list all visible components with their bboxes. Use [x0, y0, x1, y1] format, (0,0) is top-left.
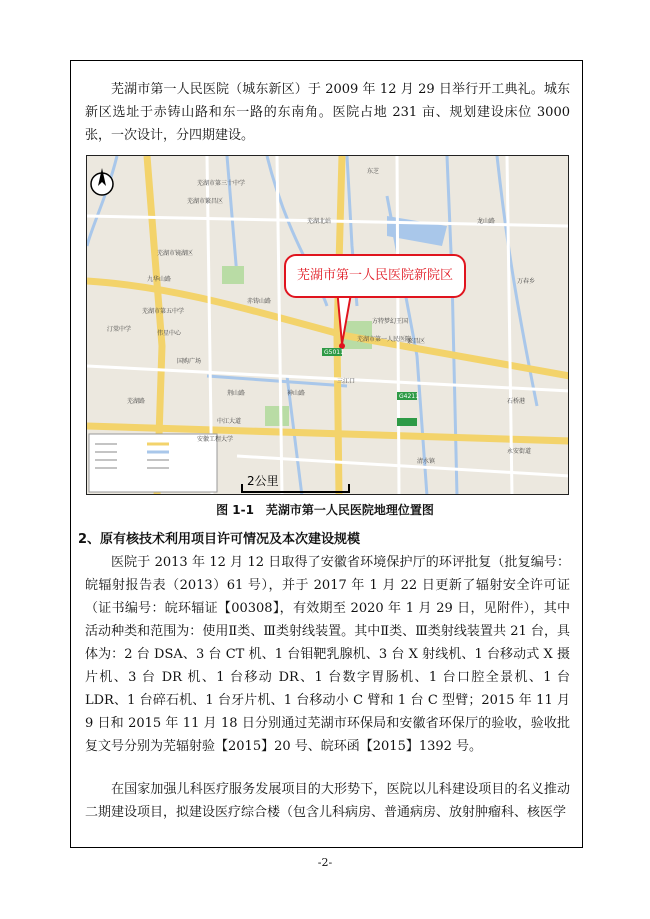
map-label: 龙山路	[477, 218, 496, 225]
map-label: G5011	[324, 349, 344, 356]
page-number: -2-	[317, 856, 333, 869]
map-label: 伟星中心	[157, 330, 182, 337]
section-heading: 2、原有核技术利用项目许可情况及本次建设规模	[78, 532, 361, 547]
map-label: G4211	[399, 393, 419, 400]
map-label: 中江大道	[217, 418, 242, 425]
location-map	[86, 155, 569, 495]
map-label: 东芝	[367, 168, 380, 175]
map-label: 芜湖市镜湖区	[157, 250, 194, 257]
map-canvas	[87, 156, 569, 495]
map-label: 繁昌区	[407, 338, 426, 345]
figure-caption: 图 1-1 芜湖市第一人民医院地理位置图	[216, 503, 434, 517]
map-label: 芜湖北站	[307, 218, 332, 225]
map-label: 三江口	[337, 378, 356, 385]
map-label: 芜湖市第五中学	[142, 308, 185, 315]
park-area	[265, 406, 289, 426]
scale-label: 2公里	[247, 474, 279, 488]
map-label: 汀棠中学	[107, 326, 132, 333]
map-label: 九华山路	[147, 276, 172, 283]
body-paragraph-2: 医院于 2013 年 12 月 12 日取得了安徽省环境保护厅的环评批复（批复编号：皖辐射报告表（2013）61 号），并于 2017 年 1 月 22 日更新了辐射安全许可证（证书编号：皖环辐证【00308】，有效期至 2020 年 1 月 29 日，见附件），其中活动种类和范围为：使用Ⅱ类、Ⅲ类射线装置。其中Ⅱ类、Ⅲ类射线装置共 21 台，具体为：2 台 DSA、3 台 CT 机、1 台钼靶乳腺机、3 台 X 射线机、1 台移动式 X 摄片机、3 台 DR 机、1 台移动 DR、1 台数字胃肠机、1 台口腔全景机、1 台 LDR、1 台碎石机、1 台牙片机、1 台移动小 C 臂和 1 台 C 型臂；2015 年 11 月 9 日和 2015 年 11 月 18 日分别通过芜湖市环保局和安徽省环保厅的验收，验收批复文号分别为芜辐射验【2015】20 号、皖环函【2015】1392 号。	[85, 555, 570, 754]
map-label: 清水镇	[417, 458, 436, 465]
map-label: 芜湖市第三十中学	[197, 180, 246, 187]
map-label: 安徽工程大学	[197, 436, 234, 443]
map-label: 万春乡	[517, 278, 536, 285]
map-label: 神山路	[287, 390, 306, 397]
north-arrow-icon	[91, 168, 113, 195]
map-label: 石桥港	[507, 398, 526, 405]
hospital-callout: 芜湖市第一人民医院新院区	[284, 254, 466, 298]
map-label: 荆山路	[227, 390, 246, 397]
intro-paragraph: 芜湖市第一人民医院（城东新区）于 2009 年 12 月 29 日举行开工典礼。城东新区选址于赤铸山路和东一路的东南角。医院占地 231 亩、规划建设床位 3000 张，一次设计，分四期建设。	[85, 82, 570, 143]
map-label: 芜湖路	[127, 398, 146, 405]
park-area	[222, 266, 244, 284]
map-label: 芜湖市第一人民医院	[357, 336, 412, 343]
map-label: 赤铸山路	[247, 298, 272, 305]
map-label: 芜湖市繁昌区	[187, 198, 224, 205]
body-paragraph-3: 在国家加强儿科医疗服务发展项目的大形势下，医院以儿科建设项目的名义推动二期建设项目，拟建设医疗综合楼（包含儿科病房、普通病房、放射肿瘤科、核医学	[85, 782, 570, 820]
map-label: 方特梦幻王国	[372, 318, 409, 325]
map-label: 国购广场	[177, 358, 202, 365]
map-label: 永安街道	[507, 448, 532, 455]
